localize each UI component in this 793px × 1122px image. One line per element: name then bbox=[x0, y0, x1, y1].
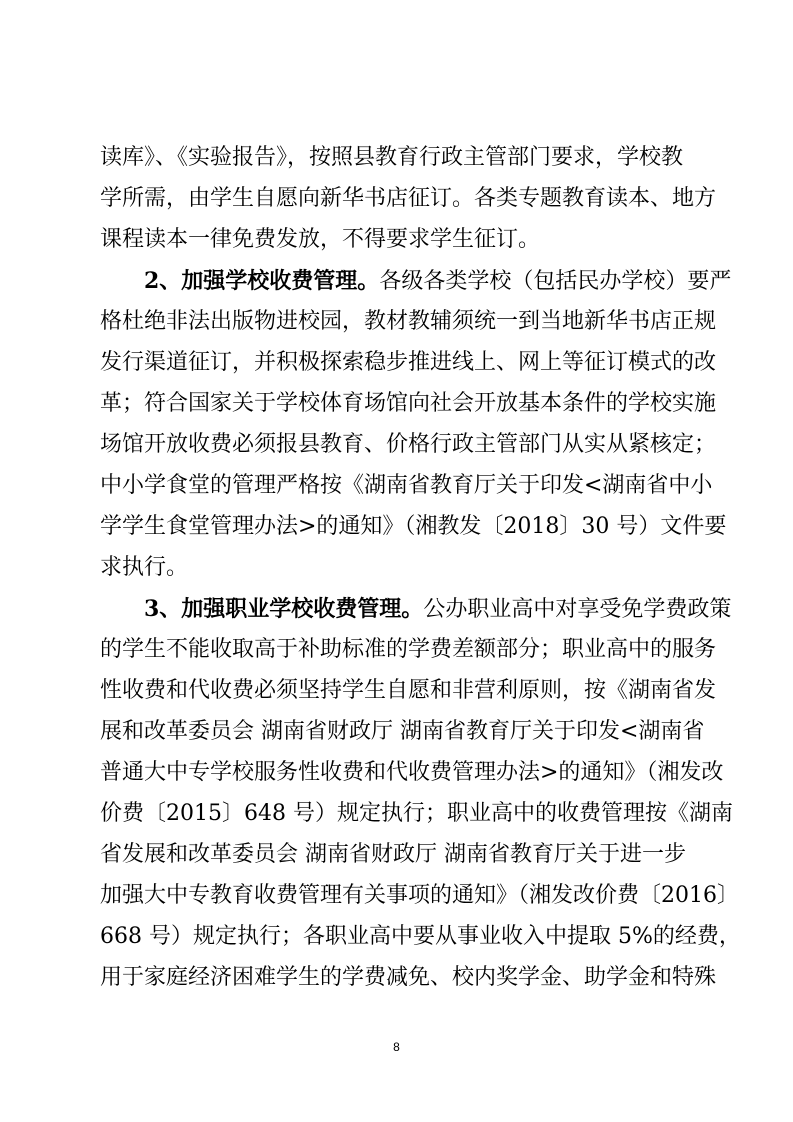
section-heading: 2、加强学校收费管理。 bbox=[144, 268, 380, 294]
text-line bbox=[0, 676, 793, 706]
text-line bbox=[0, 963, 793, 993]
line-text: 学学生食堂管理办法>的通知》（湘教发〔2018〕30 号）文件要 bbox=[100, 514, 727, 539]
line-text: 各级各类学校（包括民办学校）要严 bbox=[379, 269, 732, 294]
text-line bbox=[0, 184, 793, 214]
line-text: 格杜绝非法出版物进校园，教材教辅须统一到当地新华书店正规 bbox=[100, 309, 717, 334]
text-line bbox=[0, 758, 793, 788]
line-text: 读库》、《实验报告》，按照县教育行政主管部门要求，学校教 bbox=[100, 145, 684, 170]
line-text: 加强大中专教育收费管理有关事项的通知》（湘发改价费〔2016〕 bbox=[100, 883, 739, 908]
line-text: 普通大中专学校服务性收费和代收费管理办法>的通知》（湘发改 bbox=[100, 760, 724, 785]
text-line bbox=[0, 471, 793, 501]
line-text: 发行渠道征订，并积极探索稳步推进线上、网上等征订模式的改 bbox=[100, 350, 717, 375]
text-line bbox=[0, 840, 793, 870]
line-text: 学所需，由学生自愿向新华书店征订。各类专题教育读本、地方 bbox=[100, 186, 717, 211]
text-line bbox=[0, 635, 793, 665]
text-line bbox=[0, 225, 793, 255]
heading-line-text bbox=[144, 594, 731, 625]
line-text: 价费〔2015〕648 号）规定执行；职业高中的收费管理按《湖南 bbox=[100, 801, 733, 826]
page-number: 8 bbox=[393, 1040, 400, 1054]
line-text: 668 号）规定执行；各职业高中要从事业收入中提取 5%的经费， bbox=[100, 924, 741, 949]
line-text: 省发展和改革委员会 湖南省财政厅 湖南省教育厅关于进一步 bbox=[100, 842, 686, 867]
text-line bbox=[0, 389, 793, 419]
line-text: 性收费和代收费必须坚持学生自愿和非营利原则，按《湖南省发 bbox=[100, 678, 717, 703]
text-line bbox=[0, 430, 793, 460]
text-line bbox=[0, 717, 793, 747]
line-text: 展和改革委员会 湖南省财政厅 湖南省教育厅关于印发<湖南省 bbox=[100, 719, 705, 744]
line-text: 课程读本一律免费发放，不得要求学生征订。 bbox=[100, 227, 541, 252]
section-heading: 3、加强职业学校收费管理。 bbox=[144, 596, 424, 622]
line-text: 用于家庭经济困难学生的学费减免、校内奖学金、助学金和特殊 bbox=[100, 965, 717, 990]
line-text: 场馆开放收费必须报县教育、价格行政主管部门从实从紧核定； bbox=[100, 432, 717, 457]
text-line bbox=[0, 143, 793, 173]
heading-line-text bbox=[144, 266, 731, 297]
line-text: 中小学食堂的管理严格按《湖南省教育厅关于印发<湖南省中小 bbox=[100, 473, 713, 498]
section-heading-line bbox=[0, 266, 793, 296]
text-line bbox=[0, 307, 793, 337]
line-text: 公办职业高中对享受免学费政策 bbox=[423, 597, 732, 622]
text-line bbox=[0, 512, 793, 542]
line-text: 革；符合国家关于学校体育场馆向社会开放基本条件的学校实施 bbox=[100, 391, 717, 416]
text-line bbox=[0, 881, 793, 911]
line-text: 求执行。 bbox=[100, 555, 189, 580]
line-text: 的学生不能收取高于补助标准的学费差额部分；职业高中的服务 bbox=[100, 637, 717, 662]
text-line bbox=[0, 799, 793, 829]
section-heading-line bbox=[0, 594, 793, 624]
text-line bbox=[0, 348, 793, 378]
text-line bbox=[0, 553, 793, 583]
text-line bbox=[0, 922, 793, 952]
